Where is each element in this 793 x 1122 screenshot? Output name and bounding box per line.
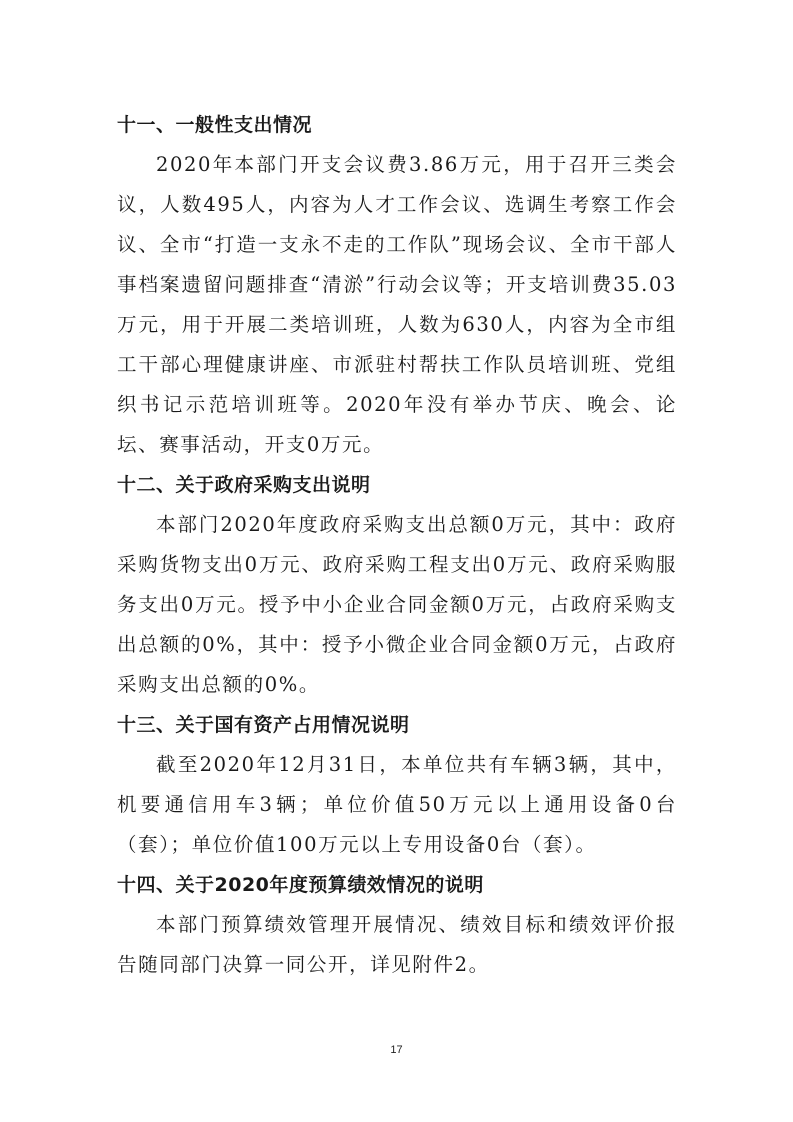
page-number: 17 bbox=[390, 1044, 403, 1056]
section-paragraph: 本部门预算绩效管理开展情况、绩效目标和绩效评价报告随同部门决算一同公开，详见附件2。 bbox=[117, 913, 677, 976]
section-heading: 十四、关于2020年度预算绩效情况的说明 bbox=[117, 874, 484, 896]
section-heading: 十二、关于政府采购支出说明 bbox=[117, 474, 371, 496]
section-general-expenditure bbox=[117, 105, 677, 465]
section-paragraph: 截至2020年12月31日，本单位共有车辆3辆，其中，机要通信用车3辆；单位价值50万元以上通用设备0台（套）；单位价值100万元以上专用设备0台（套）。 bbox=[117, 753, 677, 856]
section-heading: 十一、一般性支出情况 bbox=[117, 114, 313, 136]
section-government-procurement bbox=[117, 465, 677, 705]
section-paragraph: 本部门2020年度政府采购支出总额0万元，其中：政府采购货物支出0万元、政府采购工程支出0万元、政府采购服务支出0万元。授予中小企业合同金额0万元，占政府采购支出总额的0%，其中：授予小微企业合同金额0万元，占政府采购支出总额的0%。 bbox=[117, 513, 677, 696]
document-body bbox=[117, 105, 677, 985]
section-budget-performance bbox=[117, 865, 677, 985]
section-paragraph: 2020年本部门开支会议费3.86万元，用于召开三类会议，人数495人，内容为人才工作会议、选调生考察工作会议、全市“打造一支永不走的工作队”现场会议、全市干部人事档案遗留问题排查“清淤”行动会议等；开支培训费35.03万元，用于开展二类培训班，人数为630人，内容为全市组工干部心理健康讲座、市派驻村帮扶工作队员培训班、党组织书记示范培训班等。2020年没有举办节庆、晚会、论坛、赛事活动，开支0万元。 bbox=[117, 153, 677, 456]
section-heading: 十三、关于国有资产占用情况说明 bbox=[117, 714, 410, 736]
section-state-assets bbox=[117, 705, 677, 865]
